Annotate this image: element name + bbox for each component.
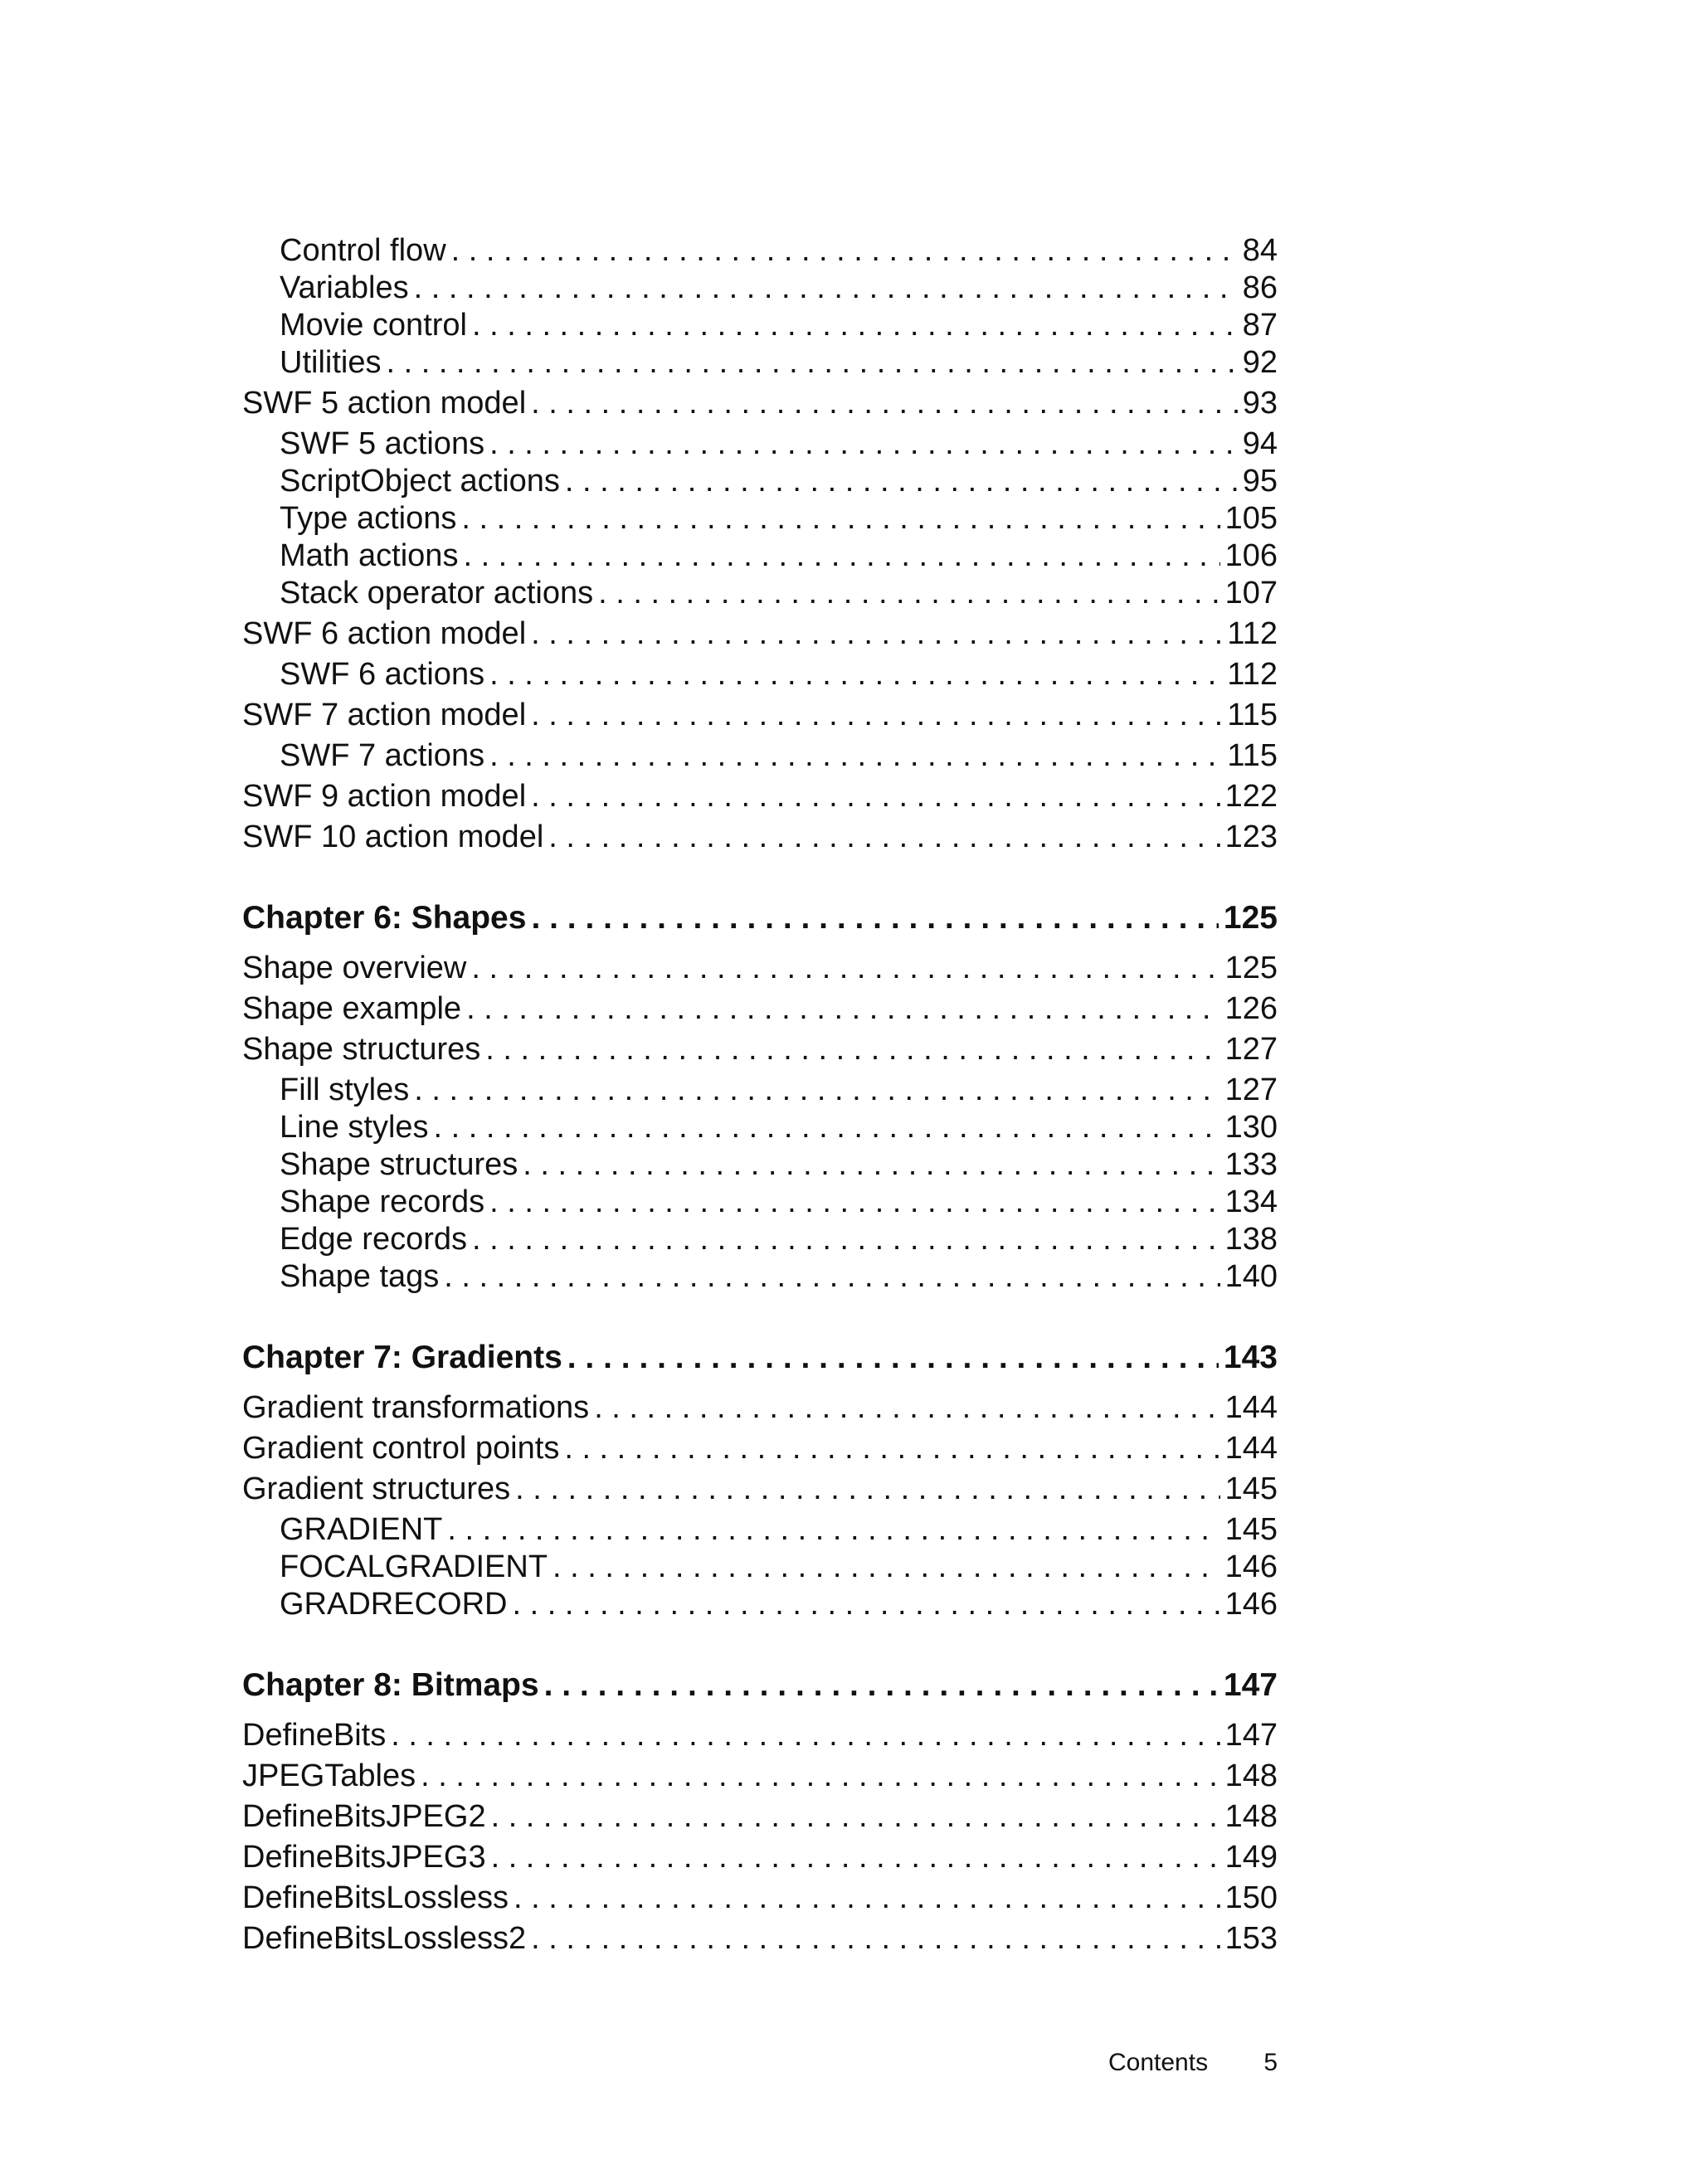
footer-label: Contents	[1108, 2049, 1209, 2076]
dot-leader	[444, 1258, 1219, 1296]
dot-leader	[421, 1758, 1220, 1795]
toc-section-entry[interactable]	[242, 1920, 1278, 1958]
toc-entry-page: 150	[1224, 1880, 1278, 1915]
toc-subsection-entry[interactable]	[242, 575, 1278, 612]
toc-entry-title: Gradient structures	[242, 1471, 511, 1506]
dot-leader	[491, 1798, 1220, 1836]
toc-entry-title: Gradient transformations	[242, 1390, 590, 1425]
toc-entry-title: Math actions	[280, 538, 459, 573]
toc-entry-page: 127	[1224, 1032, 1278, 1067]
dot-leader	[472, 1221, 1220, 1258]
toc-subsection-entry[interactable]	[242, 737, 1278, 775]
table-of-contents	[242, 232, 1278, 1958]
toc-entry-page: 86	[1242, 270, 1278, 305]
dot-leader	[434, 1109, 1220, 1146]
toc-entry-page: 87	[1242, 308, 1278, 343]
toc-entry-page: 148	[1224, 1799, 1278, 1834]
toc-section-entry[interactable]	[242, 1758, 1278, 1795]
toc-subsection-entry[interactable]	[242, 1549, 1278, 1586]
toc-subsection-entry[interactable]	[242, 1146, 1278, 1184]
toc-entry-page: 134	[1224, 1184, 1278, 1219]
toc-subsection-entry[interactable]	[242, 307, 1278, 344]
toc-entry-page: 125	[1224, 951, 1278, 985]
dot-leader	[514, 1880, 1220, 1917]
toc-entry-title: Movie control	[280, 308, 467, 343]
toc-entry-page: 138	[1224, 1222, 1278, 1257]
toc-entry-page: 84	[1242, 233, 1278, 268]
toc-entry-page: 105	[1224, 501, 1278, 536]
dot-leader	[567, 1339, 1219, 1376]
toc-entry-title: GRADIENT	[280, 1512, 443, 1547]
toc-entry-page: 140	[1224, 1259, 1278, 1294]
toc-entry-page: 93	[1242, 386, 1278, 421]
toc-entry-page: 133	[1224, 1147, 1278, 1182]
toc-section-entry[interactable]	[242, 1839, 1278, 1876]
dot-leader	[491, 1839, 1220, 1876]
toc-entry-title: Edge records	[280, 1222, 468, 1257]
dot-leader	[414, 1072, 1219, 1109]
toc-entry-title: Chapter 7: Gradients	[242, 1340, 562, 1375]
toc-subsection-entry[interactable]	[242, 344, 1278, 382]
dot-leader	[461, 500, 1219, 537]
toc-entry-page: 123	[1224, 820, 1278, 854]
toc-section-entry[interactable]	[242, 1430, 1278, 1467]
toc-entry-title: SWF 7 actions	[280, 738, 485, 773]
toc-subsection-entry[interactable]	[242, 1221, 1278, 1258]
toc-entry-page: 125	[1223, 900, 1278, 936]
dot-leader	[489, 1184, 1219, 1221]
toc-entry-title: Shape tags	[280, 1259, 440, 1294]
dot-leader	[531, 899, 1218, 936]
toc-entry-title: Line styles	[280, 1110, 429, 1145]
toc-entry-title: DefineBitsLossless2	[242, 1921, 527, 1956]
toc-subsection-entry[interactable]	[242, 1511, 1278, 1549]
toc-section-entry[interactable]	[242, 615, 1278, 653]
toc-entry-page: 146	[1224, 1587, 1278, 1622]
toc-entry-page: 147	[1224, 1718, 1278, 1753]
toc-entry-title: SWF 7 action model	[242, 698, 527, 732]
toc-entry-page: 145	[1224, 1512, 1278, 1547]
toc-entry-title: SWF 6 actions	[280, 657, 485, 692]
toc-section-entry[interactable]	[242, 697, 1278, 734]
dot-leader	[472, 307, 1238, 344]
toc-entry-title: DefineBitsJPEG3	[242, 1840, 486, 1875]
toc-subsection-entry[interactable]	[242, 1586, 1278, 1623]
dot-leader	[463, 537, 1219, 575]
toc-entry-title: Shape structures	[280, 1147, 518, 1182]
toc-chapter-entry[interactable]	[242, 899, 1278, 936]
toc-subsection-entry[interactable]	[242, 270, 1278, 307]
toc-entry-page: 153	[1224, 1921, 1278, 1956]
toc-section-entry[interactable]	[242, 990, 1278, 1028]
dot-leader	[489, 656, 1222, 693]
toc-section-entry[interactable]	[242, 1798, 1278, 1836]
toc-entry-page: 122	[1224, 779, 1278, 814]
toc-entry-page: 145	[1224, 1471, 1278, 1506]
toc-entry-title: FOCALGRADIENT	[280, 1549, 548, 1584]
toc-section-entry[interactable]	[242, 1717, 1278, 1754]
toc-subsection-entry[interactable]	[242, 426, 1278, 463]
dot-leader	[594, 1389, 1219, 1427]
toc-entry-page: 95	[1242, 464, 1278, 499]
toc-entry-page: 144	[1224, 1390, 1278, 1425]
toc-entry-title: SWF 6 action model	[242, 616, 527, 651]
dot-leader	[485, 1031, 1219, 1068]
dot-leader	[466, 990, 1220, 1028]
toc-entry-page: 106	[1224, 538, 1278, 573]
toc-entry-title: GRADRECORD	[280, 1587, 508, 1622]
dot-leader	[598, 575, 1220, 612]
toc-entry-page: 115	[1227, 698, 1278, 732]
toc-section-entry[interactable]	[242, 385, 1278, 422]
toc-subsection-entry[interactable]	[242, 463, 1278, 500]
dot-leader	[414, 270, 1238, 307]
toc-entry-page: 92	[1242, 345, 1278, 380]
toc-section-entry[interactable]	[242, 778, 1278, 815]
dot-leader	[391, 1717, 1219, 1754]
toc-entry-title: DefineBitsLossless	[242, 1880, 509, 1915]
toc-entry-title: SWF 5 action model	[242, 386, 527, 421]
dot-leader	[531, 778, 1219, 815]
toc-entry-title: DefineBits	[242, 1718, 387, 1753]
toc-entry-page: 143	[1223, 1340, 1278, 1375]
toc-entry-title: SWF 5 actions	[280, 426, 485, 461]
toc-subsection-entry[interactable]	[242, 232, 1278, 270]
toc-subsection-entry[interactable]	[242, 1184, 1278, 1221]
dot-leader	[565, 463, 1238, 500]
page-footer	[1108, 2049, 1278, 2077]
toc-entry-page: 148	[1224, 1758, 1278, 1793]
toc-entry-title: Variables	[280, 270, 409, 305]
toc-section-entry[interactable]	[242, 1389, 1278, 1427]
dot-leader	[531, 697, 1222, 734]
toc-section-entry[interactable]	[242, 1031, 1278, 1068]
toc-entry-title: Utilities	[280, 345, 382, 380]
toc-subsection-entry[interactable]	[242, 1109, 1278, 1146]
toc-entry-page: 107	[1224, 576, 1278, 610]
dot-leader	[553, 1549, 1220, 1586]
toc-entry-title: ScriptObject actions	[280, 464, 560, 499]
dot-leader	[512, 1586, 1219, 1623]
toc-entry-title: Stack operator actions	[280, 576, 594, 610]
toc-entry-title: Shape overview	[242, 951, 467, 985]
dot-leader	[548, 819, 1219, 856]
toc-entry-page: 94	[1242, 426, 1278, 461]
toc-entry-page: 130	[1224, 1110, 1278, 1145]
toc-section-entry[interactable]	[242, 950, 1278, 987]
toc-entry-page: 115	[1227, 738, 1278, 773]
toc-section-entry[interactable]	[242, 1880, 1278, 1917]
dot-leader	[531, 1920, 1219, 1958]
toc-entry-page: 127	[1224, 1073, 1278, 1107]
dot-leader	[544, 1666, 1219, 1704]
toc-entry-title: SWF 10 action model	[242, 820, 544, 854]
dot-leader	[531, 385, 1238, 422]
toc-entry-title: DefineBitsJPEG2	[242, 1799, 486, 1834]
toc-entry-title: Shape example	[242, 991, 462, 1026]
toc-entry-page: 147	[1223, 1667, 1278, 1703]
toc-subsection-entry[interactable]	[242, 1258, 1278, 1296]
toc-entry-page: 149	[1224, 1840, 1278, 1875]
toc-entry-title: Shape records	[280, 1184, 485, 1219]
toc-entry-page: 112	[1227, 616, 1278, 651]
toc-entry-page: 144	[1224, 1431, 1278, 1466]
toc-entry-title: Fill styles	[280, 1073, 410, 1107]
toc-entry-title: SWF 9 action model	[242, 779, 527, 814]
toc-subsection-entry[interactable]	[242, 1072, 1278, 1109]
toc-entry-title: Control flow	[280, 233, 446, 268]
toc-section-entry[interactable]	[242, 1471, 1278, 1508]
toc-chapter-entry[interactable]	[242, 1339, 1278, 1376]
dot-leader	[523, 1146, 1219, 1184]
toc-subsection-entry[interactable]	[242, 537, 1278, 575]
toc-entry-title: Shape structures	[242, 1032, 481, 1067]
dot-leader	[386, 344, 1237, 382]
dot-leader	[471, 950, 1219, 987]
toc-entry-title: Gradient control points	[242, 1431, 560, 1466]
toc-entry-page: 112	[1227, 657, 1278, 692]
toc-entry-title: Chapter 8: Bitmaps	[242, 1667, 539, 1703]
toc-entry-title: Type actions	[280, 501, 457, 536]
toc-subsection-entry[interactable]	[242, 500, 1278, 537]
dot-leader	[531, 615, 1222, 653]
dot-leader	[451, 232, 1238, 270]
toc-entry-title: Chapter 6: Shapes	[242, 900, 527, 936]
dot-leader	[564, 1430, 1219, 1467]
dot-leader	[489, 426, 1238, 463]
dot-leader	[489, 737, 1222, 775]
toc-section-entry[interactable]	[242, 819, 1278, 856]
dot-leader	[447, 1511, 1219, 1549]
toc-entry-page: 126	[1224, 991, 1278, 1026]
toc-subsection-entry[interactable]	[242, 656, 1278, 693]
page-number: 5	[1263, 2049, 1278, 2076]
toc-chapter-entry[interactable]	[242, 1666, 1278, 1704]
toc-entry-title: JPEGTables	[242, 1758, 416, 1793]
dot-leader	[515, 1471, 1219, 1508]
toc-entry-page: 146	[1224, 1549, 1278, 1584]
